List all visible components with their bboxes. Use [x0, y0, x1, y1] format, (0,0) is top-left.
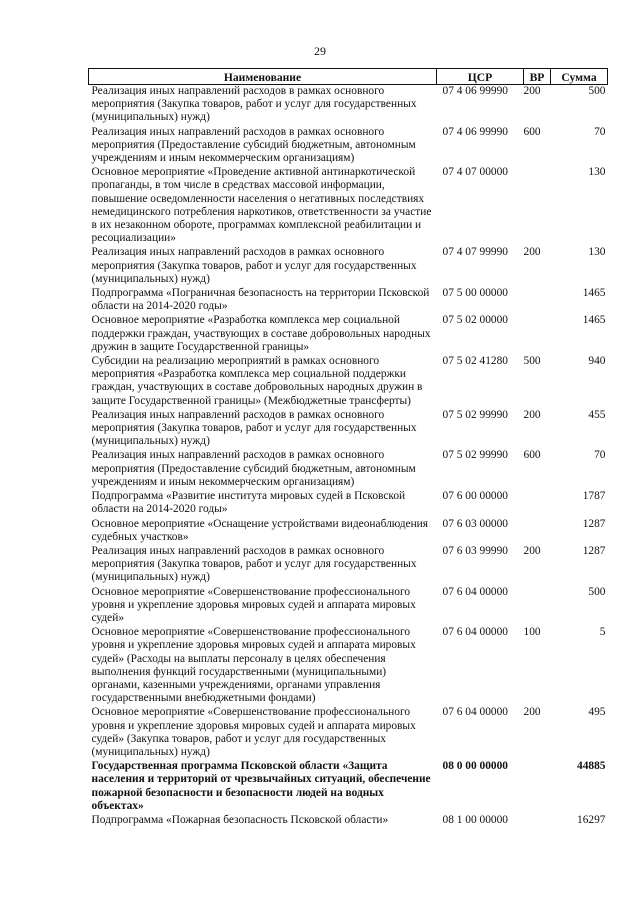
row-vr [524, 760, 551, 814]
row-sum: 130 [588, 166, 606, 179]
page-number: 29 [314, 44, 326, 58]
row-name: Реализация иных направлений расходов в рамках основного мероприятия (Закупка товаров, работ и услуг для государственных (муниципальных) нужд) [91, 246, 417, 285]
row-csr: 08 1 00 00000 [442, 813, 508, 826]
row-sum: 1287 [582, 517, 606, 530]
row-csr: 07 6 03 00000 [442, 517, 508, 530]
row-name: Государственная программа Псковской области «Защита населения и территорий от чрезвычайных ситуаций, обеспечение пожарной безопасности и безопасности людей на водных объектах» [91, 760, 431, 812]
row-name: Реализация иных направлений расходов в рамках основного мероприятия (Предоставление субсидий бюджетным, автономным учреждениям и иным некоммерческим организациям) [91, 449, 416, 488]
row-sum: 1787 [582, 490, 606, 503]
row-csr: 07 4 07 99990 [442, 246, 508, 259]
row-name: Субсидии на реализацию мероприятий в рамках основного мероприятия «Разработка комплекса мер социальной поддержки граждан, участвующих в составе добровольных народных дружин в защите Государственной границы» (Межбюджетные трансферты) [91, 355, 423, 407]
row-vr [524, 518, 551, 545]
row-sum: 455 [588, 408, 606, 421]
row-sum: 495 [588, 706, 606, 719]
table-row [89, 626, 608, 706]
table-header [89, 69, 608, 85]
row-csr: 07 5 02 99990 [442, 449, 508, 462]
row-name: Основное мероприятие «Разработка комплекса мер социальной поддержки граждан, участвующих в составе добровольных народных дружин в защите Государственной границы» [91, 314, 431, 353]
table-row [89, 166, 608, 246]
row-vr [524, 287, 551, 314]
row-name: Основное мероприятие «Совершенствование профессионального уровня и укрепление здоровья мировых судей и аппарата мировых судей» (Закупка товаров, работ и услуг для государственных (муниципальных) нужд) [91, 706, 416, 758]
row-sum: 940 [588, 355, 606, 368]
row-csr: 07 5 02 99990 [442, 408, 508, 421]
row-name: Реализация иных направлений расходов в рамках основного мероприятия (Закупка товаров, работ и услуг для государственных (муниципальных) нужд) [91, 544, 417, 584]
row-vr: 200 [523, 246, 541, 259]
row-sum: 1287 [582, 544, 606, 557]
row-sum: 500 [588, 85, 606, 97]
row-vr: 200 [523, 408, 541, 421]
row-sum: 500 [588, 585, 606, 598]
row-csr: 07 5 02 41280 [442, 355, 508, 368]
row-csr: 07 6 04 00000 [442, 706, 508, 719]
row-csr: 07 6 04 00000 [442, 626, 508, 639]
row-name: Реализация иных направлений расходов в рамках основного мероприятия (Закупка товаров, работ и услуг для государственных (муниципальных) нужд) [91, 408, 417, 448]
row-name: Основное мероприятие «Совершенствование профессионального уровня и укрепление здоровья мировых судей и аппарата мировых судей» [91, 585, 416, 624]
row-vr [524, 166, 551, 246]
table-row [89, 287, 608, 314]
row-csr: 07 4 07 00000 [442, 166, 508, 179]
row-csr: 07 6 04 00000 [442, 585, 508, 598]
header-row [89, 69, 608, 85]
row-vr [524, 814, 551, 828]
table-row [89, 586, 608, 627]
table-row [89, 760, 608, 814]
table-row [89, 85, 608, 126]
row-sum: 44885 [577, 760, 606, 773]
row-name: Реализация иных направлений расходов в рамках основного мероприятия (Закупка товаров, работ и услуг для государственных (муниципальных) нужд) [91, 85, 417, 124]
row-sum: 16297 [577, 813, 606, 826]
table-row [89, 518, 608, 545]
row-vr: 200 [523, 544, 541, 557]
row-sum: 1465 [582, 287, 606, 300]
row-csr: 07 4 06 99990 [442, 85, 508, 97]
table-row [89, 246, 608, 287]
table-row [89, 490, 608, 517]
row-sum: 70 [594, 449, 606, 462]
row-sum: 5 [599, 626, 606, 639]
row-csr: 08 0 00 00000 [442, 760, 508, 773]
row-name: Подпрограмма «Пожарная безопасность Псковской области» [91, 813, 389, 826]
table-row [89, 355, 608, 409]
budget-table [88, 68, 608, 828]
table-row [89, 449, 608, 490]
row-vr: 600 [523, 449, 541, 462]
row-csr: 07 4 06 99990 [442, 125, 508, 138]
row-sum: 1465 [582, 314, 606, 327]
table-row [89, 314, 608, 355]
row-name: Основное мероприятие «Оснащение устройствами видеонаблюдения судебных участков» [91, 517, 428, 543]
row-name: Основное мероприятие «Проведение активной антинаркотической пропаганды, в том числе в средствах массовой информации, повышение осведомленности населения о негативных последствиях немедицинского потребления наркотиков, ответственности за участие в их незаконном обороте, программах комплексной реабилитации и ресоциализации» [91, 166, 432, 245]
row-name: Основное мероприятие «Совершенствование профессионального уровня и укрепление здоровья мировых судей и аппарата мировых судей» (Расходы на выплаты персоналу в целях обеспечения выполнения функций государственными (муниципальными) органами, казенными учреждениями, органами управления государственными внебюджетными фондами) [91, 626, 416, 705]
row-vr [524, 490, 551, 517]
table-row [89, 706, 608, 760]
row-vr [524, 314, 551, 355]
row-vr: 600 [523, 125, 541, 138]
row-sum: 70 [594, 125, 606, 138]
row-csr: 07 6 03 99990 [442, 544, 508, 557]
header-sum: Сумма [551, 69, 608, 85]
row-vr: 200 [523, 706, 541, 719]
table-row [89, 814, 608, 828]
table-row [89, 126, 608, 167]
table-row [89, 409, 608, 450]
row-name: Подпрограмма «Развитие института мировых судей в Псковской области на 2014-2020 годы» [91, 490, 406, 516]
table-body [89, 85, 608, 829]
table-row [89, 545, 608, 586]
row-csr: 07 5 00 00000 [442, 287, 508, 300]
row-name: Реализация иных направлений расходов в рамках основного мероприятия (Предоставление субсидий бюджетным, автономным учреждениям и иным некоммерческим организациям) [91, 125, 416, 165]
row-vr [524, 586, 551, 627]
row-vr: 100 [523, 626, 541, 639]
row-csr: 07 6 00 00000 [442, 490, 508, 503]
header-csr: ЦСР [437, 69, 524, 85]
row-csr: 07 5 02 00000 [442, 314, 508, 327]
header-name: Наименование [89, 69, 437, 85]
header-vr: ВР [524, 69, 551, 85]
row-sum: 130 [588, 246, 606, 259]
row-name: Подпрограмма «Пограничная безопасность на территории Псковской области на 2014-2020 годы» [91, 287, 430, 313]
row-vr: 500 [523, 355, 541, 368]
row-vr: 200 [523, 85, 541, 97]
